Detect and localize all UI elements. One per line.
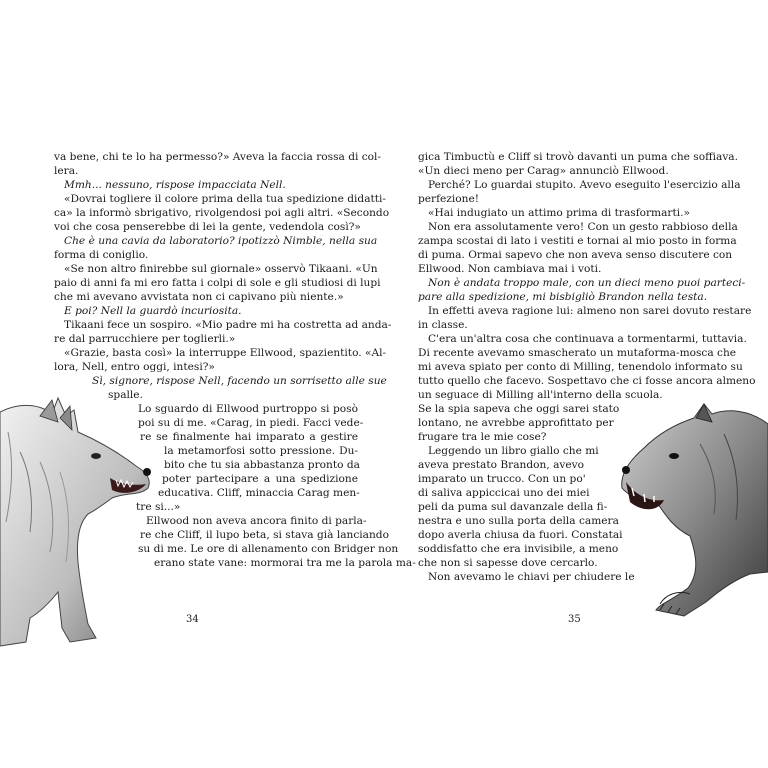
page-number-left: 34 [186, 614, 199, 625]
text-line: lontano, ne avrebbe approfittato per [418, 417, 614, 429]
text-line: «Dovrai togliere il colore prima della tua spedizione didatti- [64, 193, 387, 205]
text-line: Se la spia sapeva che oggi sarei stato [418, 403, 620, 415]
text-line: «Se non altro finirebbe sul giornale» osservò Tikaani. «Un [64, 263, 378, 275]
text-line: re dal parrucchiere per toglierli.» [54, 333, 236, 345]
text-line: aveva prestato Brandon, avevo [418, 459, 585, 471]
text-line: imparato un trucco. Con un po' [418, 473, 586, 485]
text-line: Non avevamo le chiavi per chiudere le [428, 571, 635, 583]
text-line: che mi avevano avvistata non ci capivano più niente.» [54, 291, 344, 303]
text-line: Perché? Lo guardai stupito. Avevo eseguito l'esercizio alla [428, 179, 741, 191]
text-line: tre si...» [136, 501, 181, 513]
left-page [54, 150, 416, 630]
text-line: poi su di me. «Carag, in piedi. Facci vede- [138, 417, 364, 429]
text-line: Ellwood. Non cambiava mai i voti. [418, 263, 602, 275]
text-line: peli da puma sul davanzale della fi- [418, 501, 608, 513]
text-line: re se finalmente hai imparato a gestire [140, 431, 358, 443]
text-line: la metamorfosi sotto pressione. Du- [164, 445, 358, 457]
text-line: frugare tra le mie cose? [418, 431, 547, 443]
right-page [418, 150, 756, 630]
text-line: Non era assolutamente vero! Con un gesto rabbioso della [428, 221, 738, 233]
text-line: Che è una cavia da laboratorio? ipotizzò Nimble, nella sua [64, 235, 378, 247]
text-line: in classe. [418, 319, 468, 331]
text-line: tutto quello che facevo. Sospettavo che ci fosse ancora almeno [418, 375, 756, 387]
text-line: lera. [54, 165, 79, 177]
text-line: Ellwood non aveva ancora finito di parla- [146, 515, 367, 527]
text-line: Lo sguardo di Ellwood purtroppo si posò [138, 403, 358, 415]
text-line: Non è andata troppo male, con un dieci meno puoi parteci- [428, 277, 746, 289]
text-line: educativa. Cliff, minaccia Carag men- [158, 487, 360, 499]
text-line: ca» la informò sbrigativo, rivolgendosi poi agli altri. «Secondo [54, 207, 390, 219]
text-line: bito che tu sia abbastanza pronto da [164, 459, 360, 471]
text-line: «Hai indugiato un attimo prima di trasformarti.» [428, 207, 690, 219]
text-line: un seguace di Milling all'interno della scuola. [418, 389, 663, 401]
text-line: erano state vane: mormorai tra me la parola ma- [154, 557, 416, 569]
text-line: soddisfatto che era invisibile, a meno [418, 543, 619, 555]
text-line: spalle. [108, 389, 143, 401]
text-line: pare alla spedizione, mi bisbigliò Brandon nella testa. [418, 291, 708, 303]
text-line: Di recente avevamo smascherato un mutaforma-mosca che [418, 347, 737, 359]
text-line: re che Cliff, il lupo beta, si stava già lanciando [140, 529, 389, 541]
text-line: «Un dieci meno per Carag» annunciò Ellwood. [418, 165, 669, 177]
text-line: zampa scostai di lato i vestiti e tornai al mio posto in forma [418, 235, 737, 247]
text-line: perfezione! [418, 193, 480, 205]
text-line: E poi? Nell la guardò incuriosita. [64, 305, 242, 317]
text-line: voi che cosa penserebbe di lei la gente, vedendola così?» [54, 221, 361, 233]
text-line: lora, Nell, entro oggi, intesi?» [54, 361, 215, 373]
text-line: «Grazie, basta così» la interruppe Ellwood, spazientito. «Al- [64, 347, 387, 359]
text-line: mi aveva spiato per conto di Milling, tenendolo informato su [418, 361, 743, 373]
text-line: gica Timbuctù e Cliff si trovò davanti un puma che soffiava. [418, 151, 738, 163]
text-line: dopo averla chiusa da fuori. Constatai [418, 529, 623, 541]
text-line: Mmh... nessuno, rispose impacciata Nell. [64, 179, 286, 191]
text-line: di puma. Ormai sapevo che non aveva senso discutere con [418, 249, 733, 261]
page-number-right: 35 [568, 614, 581, 625]
text-line: Tikaani fece un sospiro. «Mio padre mi ha costretta ad anda- [64, 319, 392, 331]
text-line: C'era un'altra cosa che continuava a tormentarmi, tuttavia. [428, 333, 747, 345]
text-line: paio di anni fa mi ero fatta i colpi di sole e gli studiosi di lupi [54, 277, 381, 289]
text-line: che non si sapesse dove cercarlo. [418, 557, 598, 569]
text-line: nestra e uno sulla porta della camera [418, 515, 619, 527]
text-line: forma di coniglio. [54, 249, 149, 261]
text-line: di saliva appiccicai uno dei miei [418, 487, 590, 499]
text-line: su di me. Le ore di allenamento con Bridger non [138, 543, 399, 555]
text-line: Leggendo un libro giallo che mi [428, 445, 599, 457]
text-line: In effetti aveva ragione lui: almeno non sarei dovuto restare [428, 305, 752, 317]
text-line: va bene, chi te lo ha permesso?» Aveva la faccia rossa di col- [54, 151, 382, 163]
text-line: poter partecipare a una spedizione [162, 473, 358, 485]
text-line: Sì, signore, rispose Nell, facendo un sorrisetto alle sue [92, 375, 387, 387]
